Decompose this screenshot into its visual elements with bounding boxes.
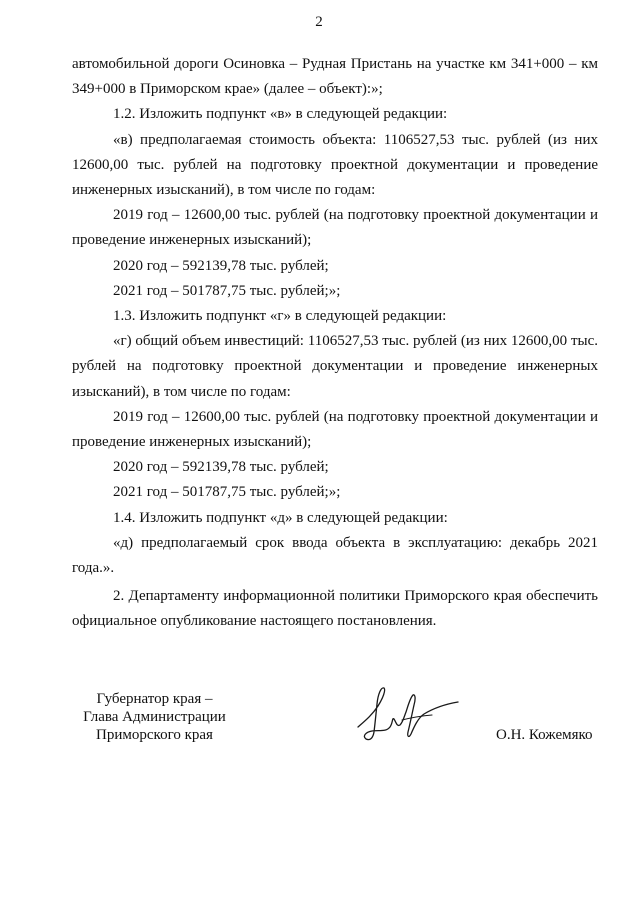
document-body — [72, 52, 598, 635]
page-number: 2 — [315, 14, 323, 30]
paragraph-10: 2020 год – 592139,78 тыс. рублей; — [113, 459, 329, 476]
paragraph-13: «д) предполагаемый срок ввода объекта в эксплуатацию: декабрь 2021 года.». — [72, 534, 598, 577]
signer-title-line-2: Глава Администрации — [83, 709, 226, 725]
paragraph-7: 1.3. Изложить подпункт «г» в следующей редакции: — [113, 308, 447, 325]
paragraph-14: 2. Департаменту информационной политики Приморского края обеспечить официальное опубликование настоящего постановления. — [72, 588, 598, 630]
signer-title-line-3: Приморского края — [96, 727, 213, 743]
paragraph-9: 2019 год – 12600,00 тыс. рублей (на подготовку проектной документации и проведение инженерных изысканий); — [72, 408, 598, 451]
paragraph-12: 1.4. Изложить подпункт «д» в следующей редакции: — [113, 509, 448, 526]
paragraph-8: «г) общий объем инвестиций: 1106527,53 тыс. рублей (из них 12600,00 тыс. рублей на подготовку проектной документации и проведение инженерных изысканий), в том числе по годам: — [72, 333, 598, 400]
paragraph-2: 1.2. Изложить подпункт «в» в следующей редакции: — [113, 106, 448, 123]
handwritten-signature — [348, 680, 460, 745]
paragraph-3: «в) предполагаемая стоимость объекта: 1106527,53 тыс. рублей (из них 12600,00 тыс. рублей на подготовку проектной документации и проведение инженерных изысканий), в том числе по годам: — [72, 131, 598, 199]
paragraph-6: 2021 год – 501787,75 тыс. рублей;»; — [113, 282, 341, 299]
paragraph-4: 2019 год – 12600,00 тыс. рублей (на подготовку проектной документации и проведение инженерных изысканий); — [72, 207, 598, 249]
signer-title-line-1: Губернатор края – — [96, 691, 213, 707]
paragraph-11: 2021 год – 501787,75 тыс. рублей;»; — [113, 484, 341, 501]
signature-title-block — [82, 690, 227, 744]
paragraph-5: 2020 год – 592139,78 тыс. рублей; — [113, 257, 329, 274]
paragraph-1: автомобильной дороги Осиновка – Рудная Пристань на участке км 341+000 – км 349+000 в Приморском крае» (далее – объект):»; — [72, 56, 598, 98]
signer-name: О.Н. Кожемяко — [496, 727, 593, 743]
